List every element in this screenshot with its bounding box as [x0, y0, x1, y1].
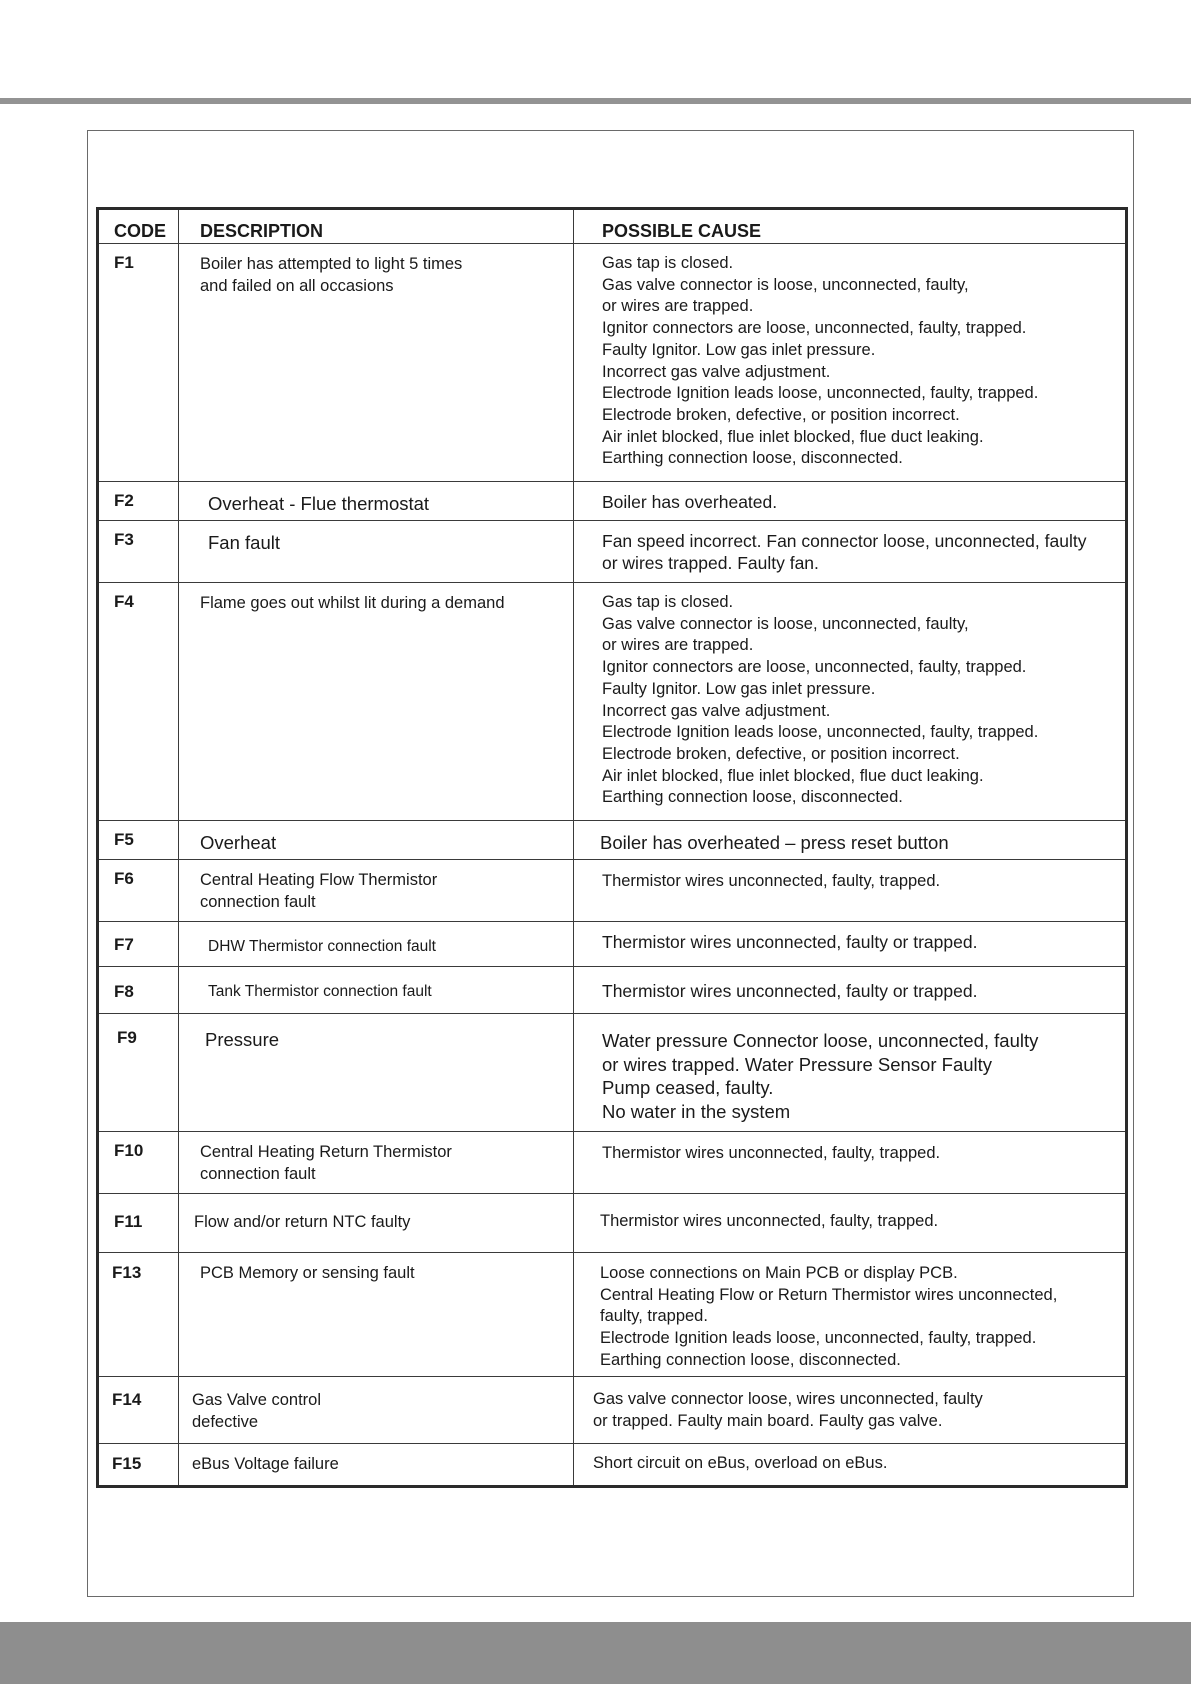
fault-cause: Gas tap is closed. Gas valve connector is loose, unconnected, faulty, or wires are trapped. Ignitor connectors are loose, unconnected, faulty, trapped. Faulty Ignitor. Low gas inlet pressure. Incorrect gas valve adjustment. Electrode Ignition leads loose, unconnected, faulty, trapped. Electrode broken, defective, or position incorrect. Air inlet blocked, flue inlet blocked, flue duct leaking. Earthing connection loose, disconnected.	[574, 583, 1127, 821]
fault-cause: Gas tap is closed. Gas valve connector is loose, unconnected, faulty, or wires are trapped. Ignitor connectors are loose, unconnected, faulty, trapped. Faulty Ignitor. Low gas inlet pressure. Incorrect gas valve adjustment. Electrode Ignition leads loose, unconnected, faulty, trapped. Electrode broken, defective, or position incorrect. Air inlet blocked, flue inlet blocked, flue duct leaking. Earthing connection loose, disconnected.	[574, 244, 1127, 482]
top-rule	[0, 98, 1191, 104]
fault-code-table	[96, 207, 1128, 1488]
fault-code: F5	[98, 821, 179, 860]
table-row	[98, 1014, 1127, 1132]
fault-cause: Fan speed incorrect. Fan connector loose, unconnected, faulty or wires trapped. Faulty fan.	[574, 521, 1127, 583]
fault-cause: Boiler has overheated.	[574, 482, 1127, 521]
table-header-row	[98, 209, 1127, 244]
table-row	[98, 967, 1127, 1014]
fault-cause: Thermistor wires unconnected, faulty, trapped.	[574, 860, 1127, 922]
fault-description: Pressure	[179, 1014, 574, 1132]
fault-cause: Thermistor wires unconnected, faulty or trapped.	[574, 967, 1127, 1014]
fault-code: F9	[98, 1014, 179, 1132]
table-row	[98, 1444, 1127, 1487]
fault-description: Overheat - Flue thermostat	[179, 482, 574, 521]
fault-cause: Short circuit on eBus, overload on eBus.	[574, 1444, 1127, 1487]
fault-code: F6	[98, 860, 179, 922]
fault-cause: Loose connections on Main PCB or display PCB. Central Heating Flow or Return Thermistor wires unconnected, faulty, trapped. Electrode Ignition leads loose, unconnected, faulty, trapped. Earthing connection loose, disconnected.	[574, 1253, 1127, 1377]
fault-code: F10	[98, 1132, 179, 1194]
fault-code: F1	[98, 244, 179, 482]
fault-description: Tank Thermistor connection fault	[179, 967, 574, 1014]
fault-description: Fan fault	[179, 521, 574, 583]
bottom-band	[0, 1622, 1191, 1684]
fault-code: F4	[98, 583, 179, 821]
table-row	[98, 1132, 1127, 1194]
fault-cause: Thermistor wires unconnected, faulty or trapped.	[574, 922, 1127, 967]
fault-description: Flame goes out whilst lit during a demand	[179, 583, 574, 821]
fault-cause: Water pressure Connector loose, unconnected, faulty or wires trapped. Water Pressure Sensor Faulty Pump ceased, faulty. No water in the system	[574, 1014, 1127, 1132]
table-row	[98, 1194, 1127, 1253]
fault-cause: Thermistor wires unconnected, faulty, trapped.	[574, 1194, 1127, 1253]
fault-description: Flow and/or return NTC faulty	[179, 1194, 574, 1253]
table-row	[98, 922, 1127, 967]
fault-code: F13	[98, 1253, 179, 1377]
fault-cause: Gas valve connector loose, wires unconnected, faulty or trapped. Faulty main board. Faulty gas valve.	[574, 1377, 1127, 1444]
fault-cause: Boiler has overheated – press reset button	[574, 821, 1127, 860]
fault-code: F7	[98, 922, 179, 967]
table-row	[98, 860, 1127, 922]
fault-code: F3	[98, 521, 179, 583]
fault-description: Overheat	[179, 821, 574, 860]
fault-description: Boiler has attempted to light 5 times and failed on all occasions	[179, 244, 574, 482]
table-row	[98, 1377, 1127, 1444]
table-row	[98, 583, 1127, 821]
fault-description: Central Heating Return Thermistor connection fault	[179, 1132, 574, 1194]
header-code: CODE	[98, 209, 179, 244]
table-row	[98, 482, 1127, 521]
header-possible-cause: POSSIBLE CAUSE	[574, 209, 1127, 244]
fault-description: Central Heating Flow Thermistor connection fault	[179, 860, 574, 922]
fault-code: F11	[98, 1194, 179, 1253]
fault-code: F2	[98, 482, 179, 521]
fault-code: F8	[98, 967, 179, 1014]
table-row	[98, 1253, 1127, 1377]
table-row	[98, 821, 1127, 860]
fault-description: eBus Voltage failure	[179, 1444, 574, 1487]
header-description: DESCRIPTION	[179, 209, 574, 244]
fault-description: PCB Memory or sensing fault	[179, 1253, 574, 1377]
fault-description: DHW Thermistor connection fault	[179, 922, 574, 967]
fault-cause: Thermistor wires unconnected, faulty, trapped.	[574, 1132, 1127, 1194]
table-row	[98, 521, 1127, 583]
table-row	[98, 244, 1127, 482]
fault-code: F15	[98, 1444, 179, 1487]
fault-code: F14	[98, 1377, 179, 1444]
fault-description: Gas Valve control defective	[179, 1377, 574, 1444]
